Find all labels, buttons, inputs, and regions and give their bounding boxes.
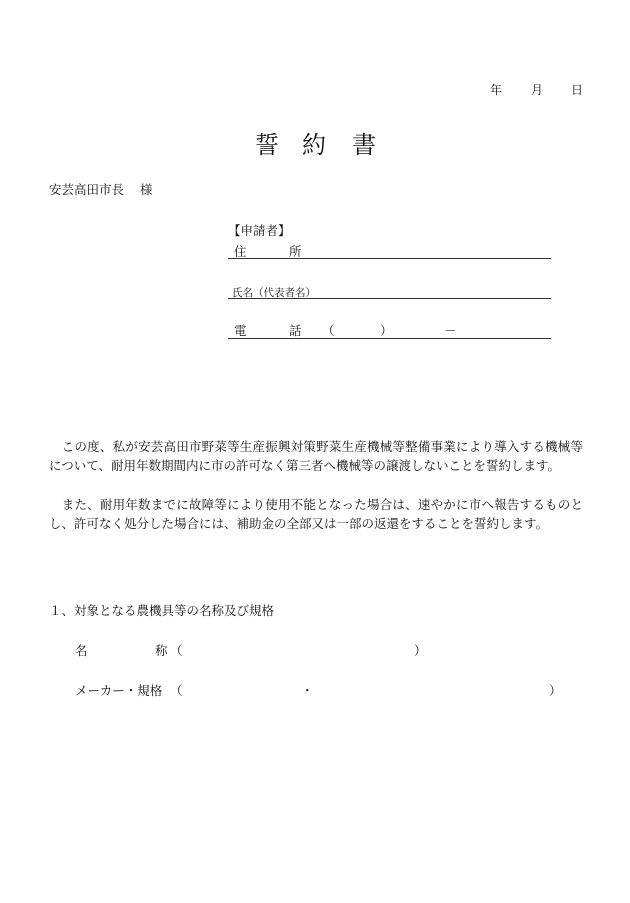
phone-label-char-1: 電 (234, 323, 247, 338)
equipment-maker-close-paren: ） (549, 683, 562, 698)
equipment-maker-open-paren: （ (170, 683, 183, 698)
phone-label-char-2: 話 (289, 323, 302, 338)
phone-underline (228, 338, 551, 339)
addressee-honorific: 様 (140, 182, 153, 197)
equipment-name-label-char-2: 称 (155, 643, 168, 658)
address-label-char-2: 所 (289, 244, 302, 259)
date-day-label: 日 (571, 83, 584, 97)
section-1-heading: １、対象となる農機具等の名称及び規格 (49, 603, 275, 618)
phone-open-paren: （ (322, 323, 335, 338)
address-underline (228, 258, 551, 259)
pledge-paragraph-1: この度、私が安芸高田市野菜等生産振興対策野菜生産機械等整備事業により導入する機械等について、耐用年数期間内に市の許可なく第三者へ機械等の譲渡しないことを誓約します。 (49, 439, 583, 473)
title-char-1: 誓 (255, 131, 279, 159)
equipment-maker-separator: ・ (301, 683, 314, 698)
date-year-label: 年 (490, 83, 503, 97)
phone-dash: － (444, 323, 457, 338)
name-label: 氏名（代表者名） (232, 287, 316, 299)
address-label-char-1: 住 (234, 244, 247, 259)
title-char-3: 書 (352, 131, 376, 159)
phone-close-paren: ） (380, 323, 393, 338)
date-month-label: 月 (531, 83, 544, 97)
title-char-2: 約 (302, 131, 326, 159)
pledge-paragraph-2: また、耐用年数までに故障等により使用不能となった場合は、速やかに市へ報告するものとし、許可なく処分した場合には、補助金の全部又は一部の返還をすることを誓約します。 (49, 497, 583, 531)
name-underline (228, 298, 551, 299)
equipment-name-open-paren: （ (170, 643, 183, 658)
applicant-header: 【申請者】 (228, 223, 291, 238)
equipment-name-close-paren: ） (414, 643, 427, 658)
equipment-name-label-char-1: 名 (75, 643, 88, 658)
addressee-name: 安芸高田市長 (49, 182, 125, 197)
equipment-maker-label: メーカー・規格 (75, 683, 163, 698)
